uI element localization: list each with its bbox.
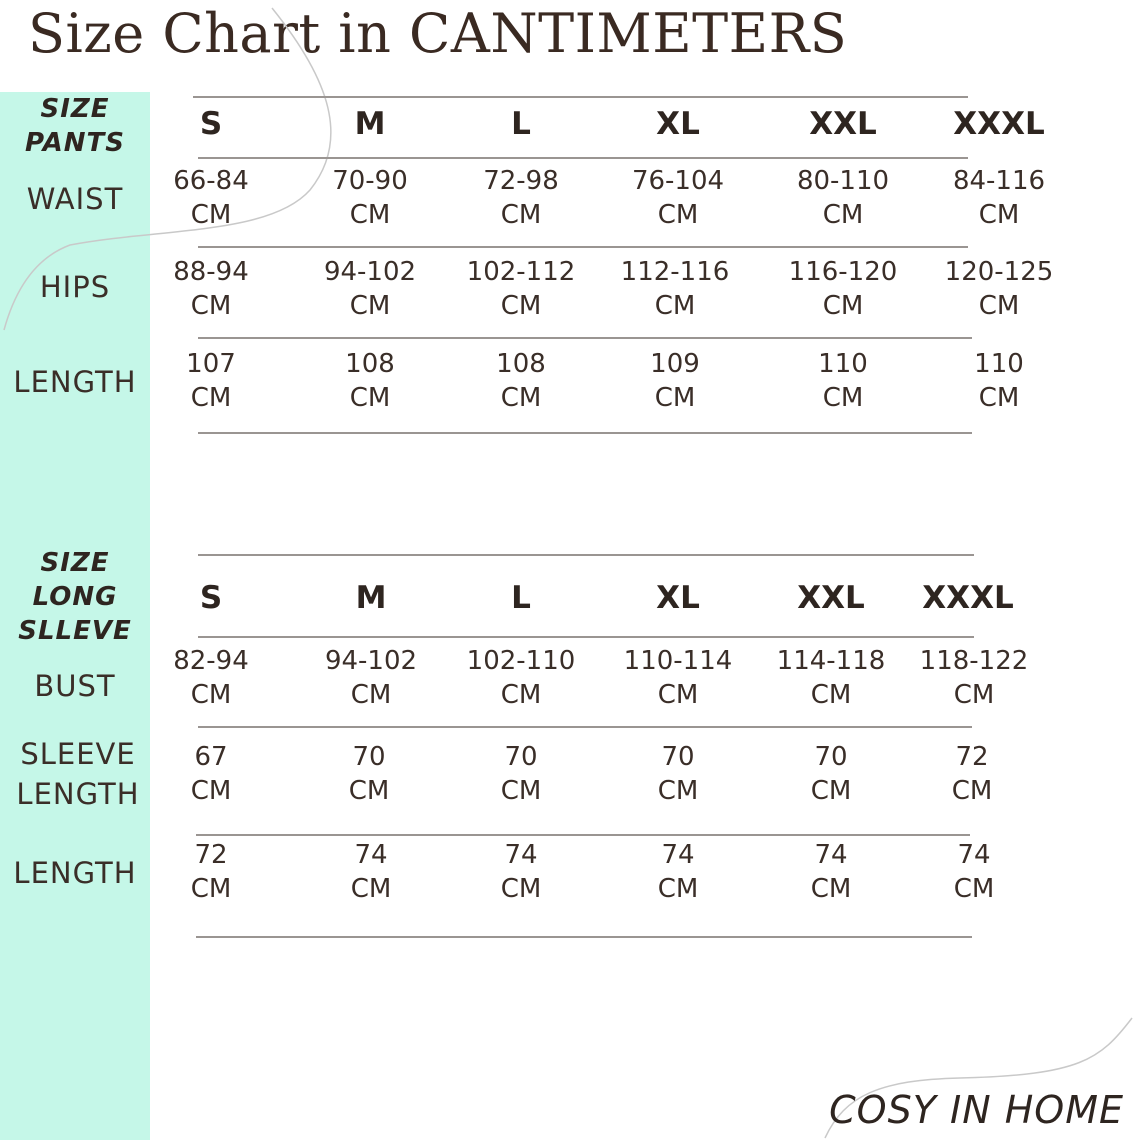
cell-value: 82-94 <box>173 646 249 676</box>
cell-unit: CM <box>657 680 699 710</box>
cell-value: 72 <box>955 742 989 772</box>
cell-unit: CM <box>348 776 390 806</box>
cell-value: 76-104 <box>631 166 725 196</box>
cell-unit: CM <box>500 776 542 806</box>
cell-value: 70 <box>504 742 538 772</box>
cell-value: 70-90 <box>332 166 408 196</box>
table-cell <box>603 740 753 808</box>
cell-unit: CM <box>810 776 852 806</box>
table-cell <box>603 838 753 906</box>
cell-value: 70 <box>352 742 386 772</box>
pants-header-label <box>0 92 150 160</box>
sleeve-header-label <box>0 546 150 648</box>
table-cell <box>600 347 750 415</box>
table-cell <box>756 740 906 808</box>
cell-unit: CM <box>500 874 542 904</box>
table-cell <box>899 644 1049 712</box>
size-heading-m: M <box>355 580 387 616</box>
table-cell <box>446 838 596 906</box>
table-cell <box>446 164 596 232</box>
table-cell <box>446 347 596 415</box>
size-heading-xxl: XXL <box>797 580 865 616</box>
cell-value: 80-110 <box>796 166 890 196</box>
cell-unit: CM <box>978 291 1020 321</box>
header-label-line: SIZE <box>40 94 110 124</box>
table-cell <box>295 347 445 415</box>
cell-value: 74 <box>504 840 538 870</box>
cell-unit: CM <box>810 680 852 710</box>
cell-value: 72 <box>194 840 228 870</box>
cell-unit: CM <box>349 383 391 413</box>
cell-value: 94-102 <box>324 646 418 676</box>
table-cell <box>600 255 750 323</box>
cell-value: 72-98 <box>483 166 559 196</box>
table-cell <box>295 164 445 232</box>
cell-unit: CM <box>190 291 232 321</box>
table-divider <box>198 246 968 248</box>
table-cell <box>603 164 753 232</box>
cell-value: 70 <box>661 742 695 772</box>
row-label-hips: HIPS <box>39 270 111 304</box>
row-label-bust: BUST <box>34 669 116 703</box>
table-cell <box>768 347 918 415</box>
table-cell <box>924 164 1074 232</box>
size-heading-l: L <box>511 580 531 616</box>
cell-unit: CM <box>190 680 232 710</box>
cell-unit: CM <box>657 776 699 806</box>
table-divider <box>193 96 968 98</box>
size-heading-s: S <box>199 106 223 142</box>
table-divider <box>198 337 972 339</box>
cell-value: 94-102 <box>323 257 417 287</box>
cell-value: 84-116 <box>952 166 1046 196</box>
cell-value: 108 <box>496 349 546 379</box>
table-cell <box>446 740 596 808</box>
table-cell <box>768 255 918 323</box>
table-cell <box>296 644 446 712</box>
table-divider <box>198 726 972 728</box>
cell-unit: CM <box>350 874 392 904</box>
table-divider <box>196 834 970 836</box>
cell-value: 120-125 <box>944 257 1054 287</box>
cell-unit: CM <box>349 291 391 321</box>
table-cell <box>295 255 445 323</box>
table-cell <box>924 347 1074 415</box>
cell-unit: CM <box>500 200 542 230</box>
cell-value: 108 <box>345 349 395 379</box>
cell-unit: CM <box>978 383 1020 413</box>
cell-unit: CM <box>978 200 1020 230</box>
cell-value: 110 <box>818 349 868 379</box>
table-cell <box>899 838 1049 906</box>
cell-value: 88-94 <box>173 257 249 287</box>
cell-unit: CM <box>810 874 852 904</box>
table-cell <box>136 740 286 808</box>
cell-unit: CM <box>190 776 232 806</box>
row-label-waist: WAIST <box>26 182 124 216</box>
cell-unit: CM <box>822 291 864 321</box>
cell-unit: CM <box>190 383 232 413</box>
size-heading-l: L <box>511 106 531 142</box>
cell-unit: CM <box>350 680 392 710</box>
row-label-sleeve-length: SLEEVE LENGTH <box>16 737 140 811</box>
cell-unit: CM <box>190 874 232 904</box>
size-heading-xl: XL <box>656 580 700 616</box>
cell-unit: CM <box>951 776 993 806</box>
table-divider <box>198 554 974 556</box>
cell-value: 107 <box>186 349 236 379</box>
header-label-line: SIZE <box>40 548 110 578</box>
table-cell <box>897 740 1047 808</box>
table-divider <box>198 432 972 434</box>
cell-unit: CM <box>654 383 696 413</box>
cell-unit: CM <box>500 383 542 413</box>
table-divider <box>198 157 968 159</box>
page-title: Size Chart in CANTIMETERS <box>28 2 848 65</box>
size-heading-xxxl: XXXL <box>953 106 1045 142</box>
cell-value: 114-118 <box>776 646 886 676</box>
table-cell <box>136 838 286 906</box>
table-cell <box>924 255 1074 323</box>
header-label-line: SLLEVE <box>18 616 132 646</box>
cell-value: 112-116 <box>620 257 730 287</box>
table-cell <box>136 255 286 323</box>
size-heading-s: S <box>199 580 223 616</box>
row-label-length: LENGTH <box>13 856 137 890</box>
cell-value: 66-84 <box>173 166 249 196</box>
cell-unit: CM <box>500 291 542 321</box>
table-cell <box>136 644 286 712</box>
cell-unit: CM <box>654 291 696 321</box>
size-heading-m: M <box>354 106 386 142</box>
row-label-length: LENGTH <box>13 365 137 399</box>
table-cell <box>446 255 596 323</box>
cell-unit: CM <box>657 874 699 904</box>
table-cell <box>296 838 446 906</box>
cell-unit: CM <box>657 200 699 230</box>
table-cell <box>603 644 753 712</box>
cell-value: 67 <box>194 742 228 772</box>
header-label-line: LONG <box>32 582 118 612</box>
cell-unit: CM <box>822 200 864 230</box>
table-cell <box>136 347 286 415</box>
size-heading-xxl: XXL <box>809 106 877 142</box>
cell-value: 110-114 <box>623 646 733 676</box>
cell-value: 116-120 <box>788 257 898 287</box>
cell-value: 74 <box>957 840 991 870</box>
cell-unit: CM <box>953 680 995 710</box>
cell-value: 102-110 <box>466 646 576 676</box>
table-cell <box>756 644 906 712</box>
cell-value: 102-112 <box>466 257 576 287</box>
table-cell <box>768 164 918 232</box>
cell-unit: CM <box>190 200 232 230</box>
size-heading-xxxl: XXXL <box>922 580 1014 616</box>
table-cell <box>136 164 286 232</box>
cell-unit: CM <box>822 383 864 413</box>
cell-value: 70 <box>814 742 848 772</box>
brand-name: COSY IN HOME <box>829 1088 1124 1132</box>
cell-value: 110 <box>974 349 1024 379</box>
cell-unit: CM <box>500 680 542 710</box>
table-divider <box>196 936 972 938</box>
cell-value: 74 <box>354 840 388 870</box>
table-cell <box>756 838 906 906</box>
cell-unit: CM <box>953 874 995 904</box>
size-heading-xl: XL <box>656 106 700 142</box>
table-divider <box>198 636 974 638</box>
header-label-line: PANTS <box>24 128 125 158</box>
cell-value: 74 <box>661 840 695 870</box>
cell-value: 109 <box>650 349 700 379</box>
table-cell <box>446 644 596 712</box>
cell-unit: CM <box>349 200 391 230</box>
table-cell <box>294 740 444 808</box>
cell-value: 74 <box>814 840 848 870</box>
cell-value: 118-122 <box>919 646 1029 676</box>
